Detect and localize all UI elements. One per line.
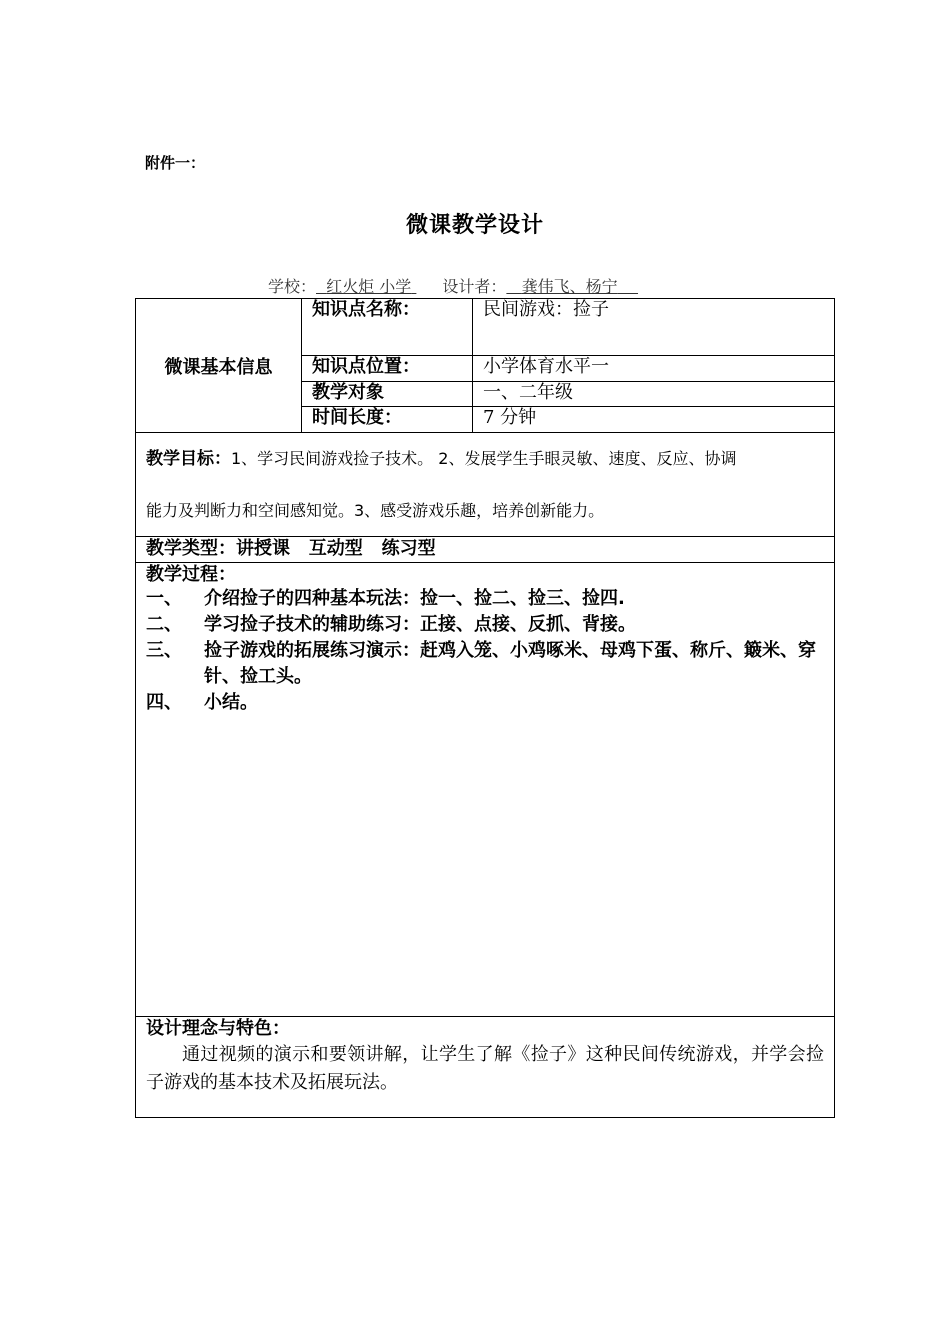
teaching-process	[136, 563, 835, 1017]
design-concept	[136, 1017, 835, 1118]
teaching-type: 教学类型：讲授课 互动型 练习型	[136, 537, 835, 563]
document-title: 微课教学设计	[405, 213, 544, 238]
goals-text-line2: 能力及判断力和空间感知觉。3、感受游戏乐趣，培养创新能力。	[146, 501, 605, 520]
knowledge-name-key: 知识点名称：	[302, 299, 473, 356]
table-row	[136, 537, 835, 563]
school-label: 学校：	[268, 277, 317, 296]
table-row	[136, 563, 835, 1017]
goals-text-line1: 1、学习民间游戏捡子技术。 2、发展学生手眼灵敏、速度、反应、协调	[231, 449, 737, 468]
target-audience-value: 一、二年级	[473, 382, 835, 407]
duration-key: 时间长度：	[302, 407, 473, 433]
knowledge-position-key: 知识点位置：	[302, 356, 473, 382]
design-text: 通过视频的演示和要领讲解，让学生了解《捡子》这种民间传统游戏，并学会捡子游戏的基本技术及拓展玩法。	[146, 1044, 824, 1093]
goals-label: 教学目标：	[146, 449, 231, 469]
lesson-design-table	[135, 298, 835, 1118]
list-item: 二、 学习捡子技术的辅助练习：正接、点接、反抓、背接。	[146, 614, 636, 635]
designer-label: 设计者：	[442, 277, 507, 296]
target-audience-key: 教学对象	[302, 382, 473, 407]
table-row	[136, 433, 835, 537]
process-label: 教学过程：	[146, 564, 236, 585]
basic-info-label: 微课基本信息	[136, 299, 302, 433]
table-row	[136, 299, 835, 356]
list-item: 一、 介绍捡子的四种基本玩法：捡一、捡二、捡三、捡四.	[146, 588, 625, 609]
annex-label: 附件一：	[145, 154, 206, 172]
duration-value: 7 分钟	[473, 407, 835, 433]
design-label: 设计理念与特色：	[146, 1018, 290, 1039]
meta-line	[268, 274, 638, 297]
list-item: 三、 捡子游戏的拓展练习演示：赶鸡入笼、小鸡啄米、母鸡下蛋、称斤、簸米、穿针、捡工头。	[146, 640, 816, 687]
teaching-goals	[136, 433, 835, 537]
knowledge-position-value: 小学体育水平一	[473, 356, 835, 382]
designer-value: 龚伟飞、杨宁	[521, 277, 618, 296]
table-row	[136, 1017, 835, 1118]
knowledge-name-value: 民间游戏：捡子	[473, 299, 835, 356]
school-value: 红火炬 小学	[326, 277, 412, 296]
process-list	[146, 586, 824, 716]
list-item: 四、 小结。	[146, 692, 258, 713]
